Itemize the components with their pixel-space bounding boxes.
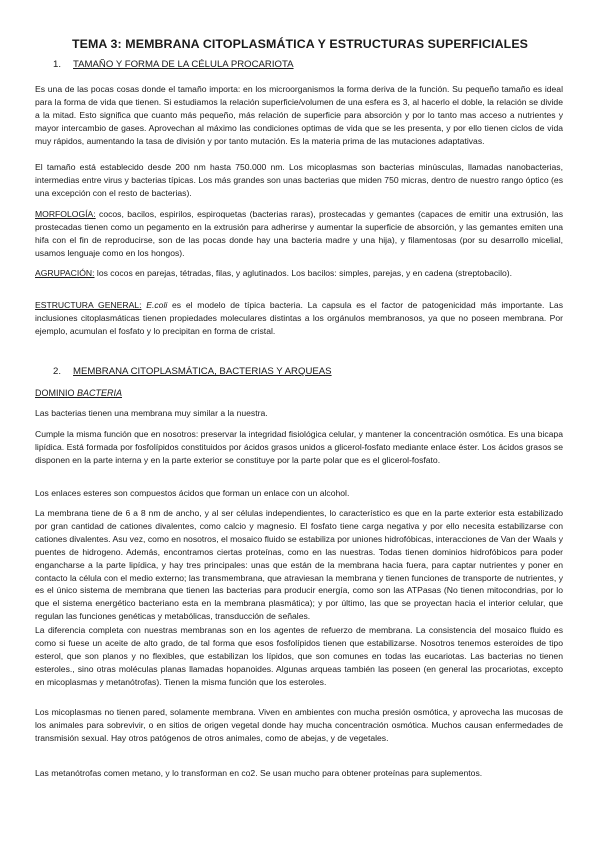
domain-prefix: DOMINIO — [35, 388, 77, 398]
section-1-heading — [53, 59, 294, 70]
section-2-heading-text: MEMBRANA CITOPLASMÁTICA, BACTERIAS Y ARQUEAS — [73, 366, 332, 377]
morphology-label: MORFOLOGÍA: — [35, 209, 96, 219]
paragraph-membrane-function: Cumple la misma función que en nosotros: preservar la integridad fisiológica celular, y mantener la concentración osmótica. Es una bicapa lipídica. Está formada por fosfolípidos constituidos por ácidos grasos unidos a glicerol-fosfato mediante enlace éster. Los ácidos grasos se disponen en la parte interna y en la parte exterior se constituye por la parte polar que es el glicerol-fosfato. — [35, 429, 563, 465]
section-2-number: 2. — [53, 366, 62, 377]
paragraph-mycoplasmas: Los micoplasmas no tienen pared, solamente membrana. Viven en ambientes con mucha presión osmótica, y aprovecha las mucosas de los animales para sobrevivir, o en sitios de origen vegetal donde hay mucha concentración osmótica. Muchos causan enfermedades de transmisión sexual. Hay otros patógenos de otros animales, como de abejas, y de vegetales. — [35, 707, 563, 743]
grouping-text: los cocos en parejas, tétradas, filas, y aglutinados. Los bacilos: simples, parejas, y en cadena (streptobacilo). — [94, 268, 513, 278]
grouping-label: AGRUPACIÓN: — [35, 268, 95, 278]
section-1-heading-text: TAMAÑO Y FORMA DE LA CÉLULA PROCARIOTA — [73, 59, 294, 70]
paragraph-reinforcement-agents: La diferencia completa con nuestras membranas son en los agentes de refuerzo de membrana. La consistencia del mosaico fluido es como si fuese un aceite de alto grado, de tal forma que esos fosfolípidos tienen que estabilizarse. Nosotros tenemos esteroides de tipo esterol, que son planos y no flexibles, que estabilizan los lípidos, que son comunes en todas las eucariotas. Las bacterias no tienen esteroles., sino otras moléculas planas llamadas hopanoides. Algunas arqueas también las poseen (en general las procariotas, excepto en micoplasmas y metanótrofas). Tienen la misma función que los esteroles. — [35, 625, 563, 687]
paragraph-morphology — [35, 208, 563, 260]
paragraph-size-relation: Es una de las pocas cosas donde el tamaño importa: en los microorganismos la forma deriva de la función. Su pequeño tamaño es ideal para la forma de vida que tienen. Si estudiamos la relación superficie/volumen de una esfera es 3, al hacerlo el doble, la relación se divide a la mitad. Esto significa que cuanto más pequeño, más relación de superficie para absorción y por lo tanto mas acceso a nutrientes y mayor intercambio de gases. Aprovechan al máximo las condiciones optimas de vida que se les presenta, y por ello tienen ciclos de vida muy rápidos, aumentando la tasa de división y por tanto mutación. Es la materia prima de las mutaciones adaptativas. — [35, 84, 563, 146]
paragraph-membrane-similar: Las bacterias tienen una membrana muy similar a la nuestra. — [35, 408, 268, 418]
section-1-number: 1. — [53, 59, 62, 70]
section-2-heading — [53, 366, 332, 377]
morphology-text: cocos, bacilos, espirilos, espiroquetas (bacterias raras), prostecadas y gemantes (capaces de emitir una extrusión, las prostecadas tienen como un pegamento en la extrusión para adherirse y aumentar la superficie de absorción, y las gemantes emiten una hifa con el fin de reproducirse, son de las pocas donde hay una bacteria madre y una hija), y filamentosas (por su desarrollo micelial, usamos lenguaje como en los hongos). — [35, 209, 563, 258]
ecoli-text: E.coli — [146, 300, 168, 310]
paragraph-membrane-structure: La membrana tiene de 6 a 8 nm de ancho, y al ser células independientes, lo característico es que en la parte exterior esta estabilizado por gran cantidad de cationes divalentes, como calcio y magnesio. El fosfato tiene carga negativa y por ello necesita estabilizarse con cationes divalentes. Asu vez, como en nosotros, el mosaico fluido se estabiliza por uniones hidrofóbicas, interacciones de Van der Waals y puentes de hidrogeno. Además, encontramos ciertas proteínas, como en las nuestras. Todas tienen dominios hidrofóbicos para poder engancharse a la parte lipídica, y hay tres principales: unas que están de la membrana hacia fuera, para captar nutrientes y poner en contacto la célula con el medio externo; las transmembrana, que atraviesan la membrana y tienen funciones de transporte de nutrientes, y es el único sistema de membrana que tienen las bacterias para producir energía, como son las ATPasas (No tienen mitocondrias, por lo que el sistema energético bacteriano esta en la membrana plasmática); y por último, las que se proyectan hacia el interior celular, que regulan las funciones genéticas y metabólicas, transducción de señales. — [35, 508, 563, 622]
document-title: TEMA 3: MEMBRANA CITOPLASMÁTICA Y ESTRUCTURAS SUPERFICIALES — [71, 37, 529, 51]
paragraph-grouping — [35, 267, 563, 280]
paragraph-size-range: El tamaño está establecido desde 200 nm hasta 750.000 nm. Los micoplasmas son bacterias minúsculas, llamadas nanobacterias, intermedias entre virus y bacterias típicas. Los más grandes son unas bacterias que miden 750 micras, dentro de nuestro rango óptico (es una excepción con el resto de bacterias). — [35, 162, 563, 198]
domain-name: BACTERIA — [77, 388, 123, 398]
structure-label: ESTRUCTURA GENERAL: — [35, 300, 142, 310]
domain-bacteria-heading — [35, 388, 122, 398]
structure-text: es el modelo de típica bacteria. La capsula es el factor de patogenicidad más importante. Las inclusiones citoplasmáticas tienen propiedades moleculares distintas a los orgánulos membranosos, ya que no poseen membrana. Por ejemplo, acumulan el fosfato y lo precipitan en forma de cristal. — [35, 300, 564, 336]
paragraph-methanotrophs: Las metanótrofas comen metano, y lo transforman en co2. Se usan mucho para obtener proteínas para suplementos. — [35, 768, 483, 778]
paragraph-ester-bonds: Los enlaces esteres son compuestos ácidos que forman un enlace con un alcohol. — [35, 488, 350, 498]
paragraph-general-structure — [35, 299, 563, 338]
